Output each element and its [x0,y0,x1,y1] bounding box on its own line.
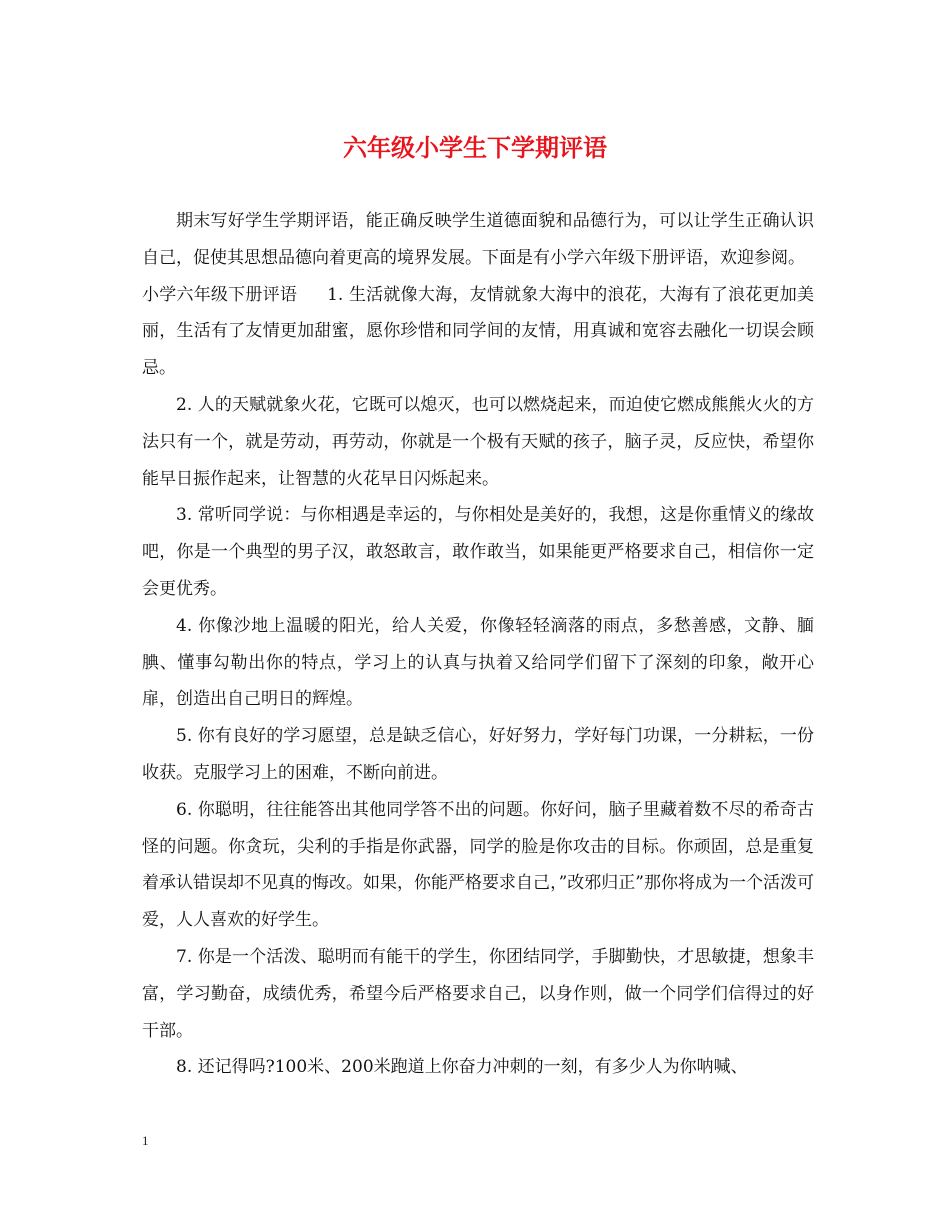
comment-item-1: 1. 生活就像大海，友情就象大海中的浪花，大海有了浪花更加美丽，生活有了友情更加甜蜜，愿你珍惜和同学间的友情，用真诚和宽容去融化一切误会顾忌。 [142,284,814,379]
comment-item-8: 8. 还记得吗?100米、200米跑道上你奋力冲刺的一刻，有多少人为你呐喊、 [176,1057,748,1078]
comment-item-2: 2. 人的天赋就象火花，它既可以熄灭，也可以燃烧起来，而迫使它燃成熊熊火火的方法只有一个，就是劳动，再劳动，你就是一个极有天赋的孩子，脑子灵，反应快，希望你能早日振作起来，让智慧的火花早日闪烁起来。 [142,394,814,489]
comment-item-7: 7. 你是一个活泼、聪明而有能干的学生，你团结同学，手脚勤快，才思敏捷，想象丰富，学习勤奋，成绩优秀，希望今后严格要求自己，以身作则，做一个同学们信得过的好干部。 [142,946,814,1041]
page-title: 六年级小学生下学期评语 [343,134,607,162]
intro-paragraph: 期末写好学生学期评语，能正确反映学生道德面貌和品德行为，可以让学生正确认识自己，促使其思想品德向着更高的境界发展。下面是有小学六年级下册评语，欢迎参阅。 [142,211,814,268]
comment-item-4: 4. 你像沙地上温暖的阳光，给人关爱，你像轻轻滴落的雨点，多愁善感，文静、腼腆、懂事勾勒出你的特点，学习上的认真与执着又给同学们留下了深刻的印象，敞开心扉，创造出自己明日的辉煌。 [142,615,814,710]
footer-divider [142,1154,814,1155]
comment-item-5: 5. 你有良好的学习愿望，总是缺乏信心，好好努力，学好每门功课，一分耕耘，一份收获。克服学习上的困难，不断向前进。 [142,726,814,783]
comment-item-3: 3. 常听同学说：与你相遇是幸运的，与你相处是美好的，我想，这是你重情义的缘故吧，你是一个典型的男子汉，敢怒敢言，敢作敢当，如果能更严格要求自己，相信你一定会更优秀。 [142,505,814,599]
page-number: 1 [142,1133,149,1148]
document-body [142,203,814,1086]
comment-item-6: 6. 你聪明，往往能答出其他同学答不出的问题。你好问，脑子里藏着数不尽的希奇古怪的问题。你贪玩，尖利的手指是你武器，同学的脸是你攻击的目标。你顽固，总是重复着承认错误却不见真的悔改。如果，你能严格要求自己，”改邪归正”那你将成为一个活泼可爱，人人喜欢的好学生。 [142,799,814,931]
section-first-paragraph [142,277,814,387]
section-heading: 小学六年级下册评语 [142,284,298,305]
